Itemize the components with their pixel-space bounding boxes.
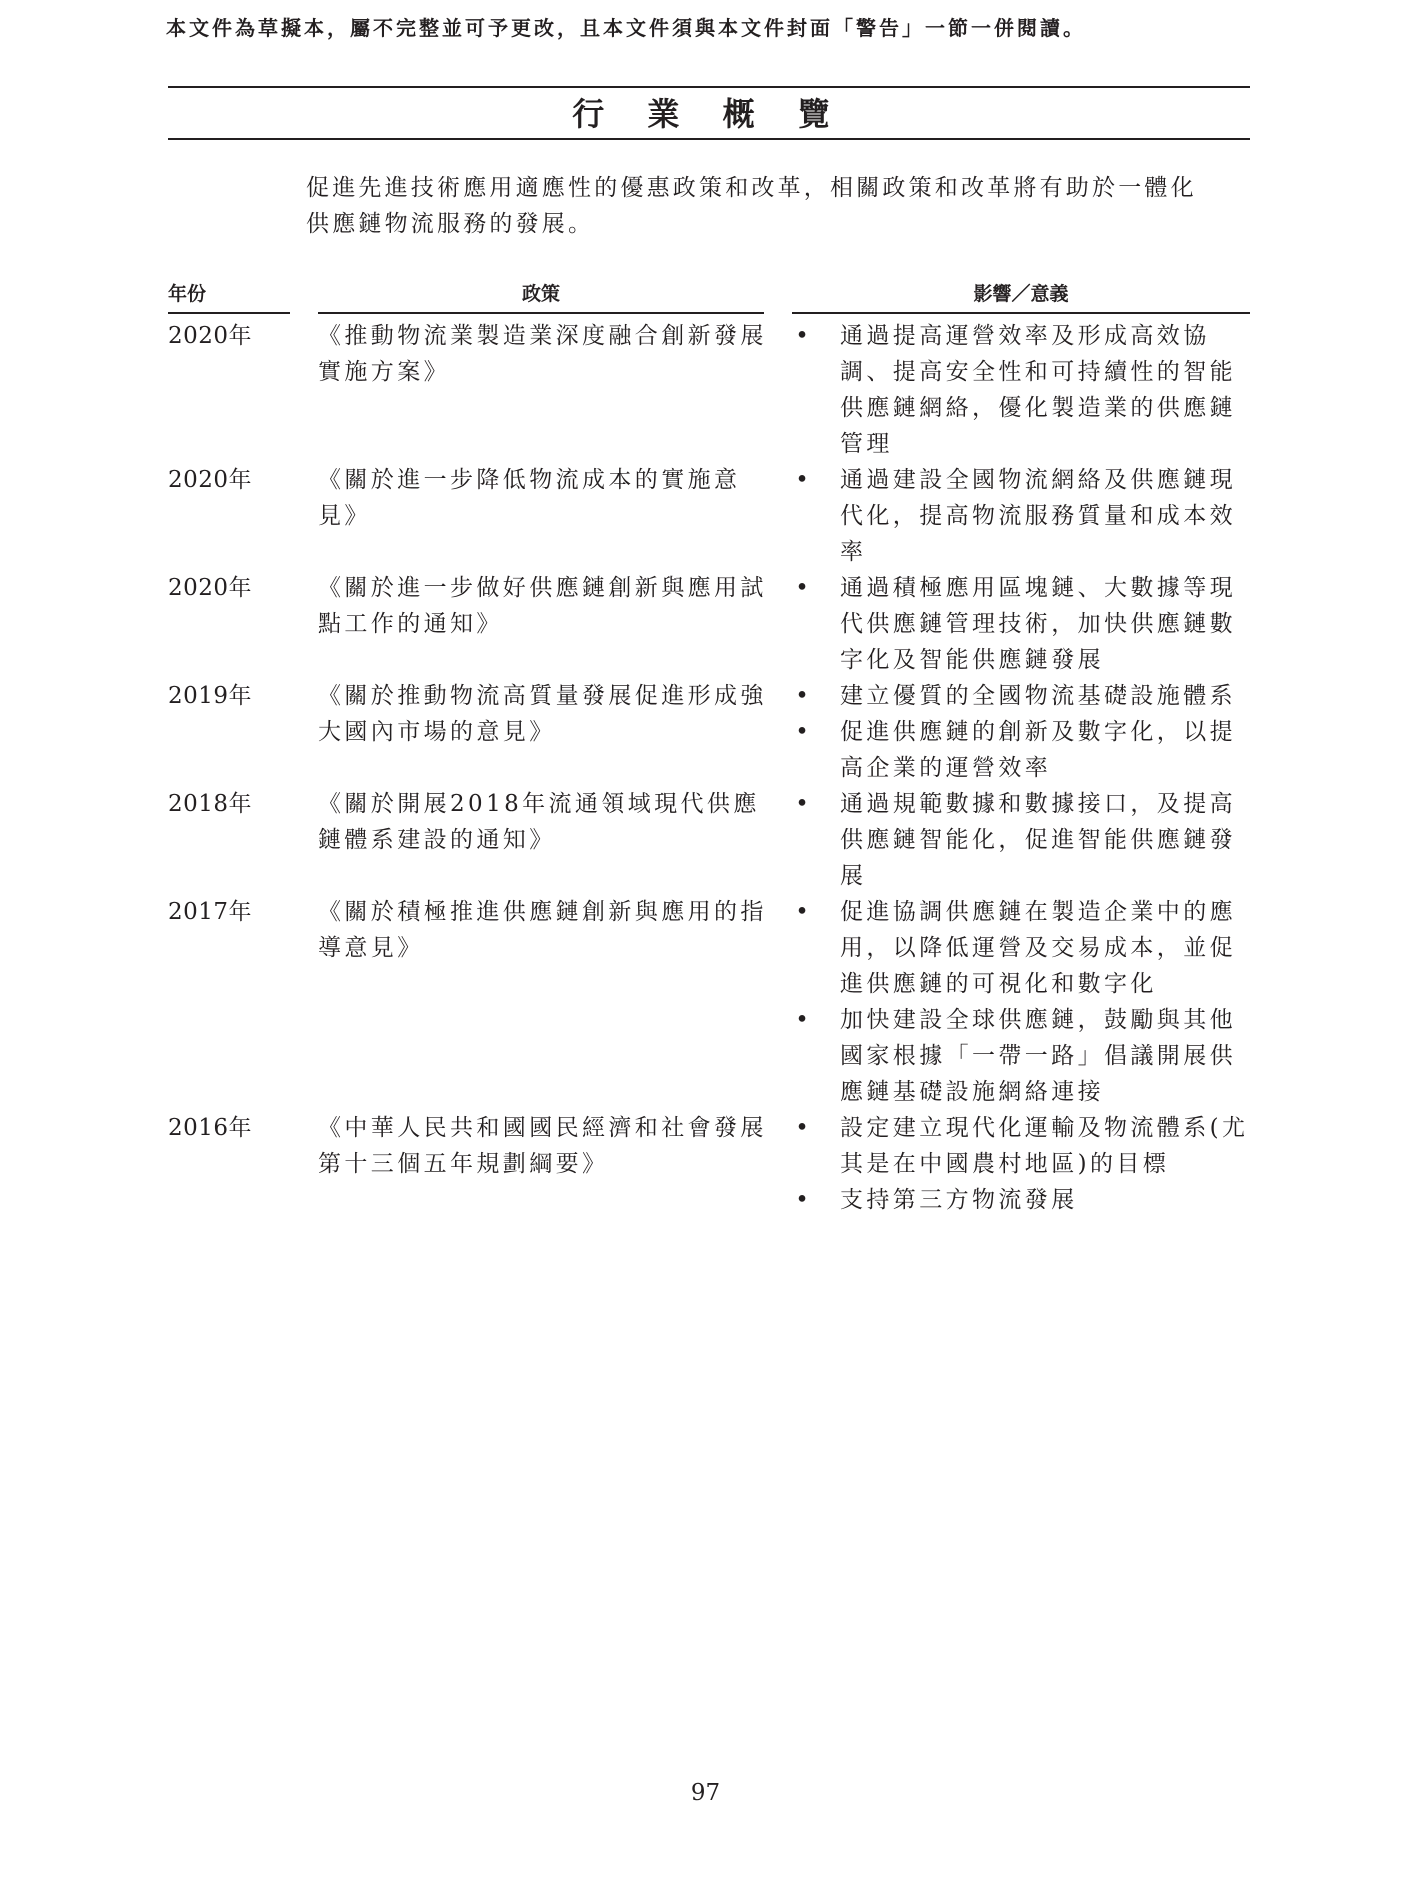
bullet-icon: • [795, 467, 809, 493]
impact-text: 通過建設全國物流網絡及供應鏈現代化，提高物流服務質量和成本效率 [840, 467, 1236, 565]
impact-item [616, 462, 1250, 570]
title-top-rule [168, 86, 1250, 88]
policy-cell: 《關於開展2018年流通領域現代供應鏈體系建設的通知》 [318, 791, 760, 853]
year-cell: 2018年 [168, 791, 253, 817]
bullet-icon: • [795, 1007, 809, 1033]
impact-item [616, 318, 1250, 462]
impact-item [616, 1110, 1250, 1182]
impact-text: 通過提高運營效率及形成高效協調、提高安全性和可持續性的智能供應鏈網絡，優化製造業的供應鏈管理 [840, 323, 1236, 457]
bullet-icon: • [795, 791, 809, 817]
policy-cell: 《中華人民共和國國民經濟和社會發展第十三個五年規劃綱要》 [318, 1115, 767, 1177]
impact-text: 支持第三方物流發展 [840, 1187, 1078, 1213]
bullet-icon: • [795, 1115, 809, 1141]
intro-line: 供應鏈物流服務的發展。 [306, 211, 595, 237]
bullet-icon: • [795, 1187, 809, 1213]
bullet-icon: • [795, 683, 809, 709]
policy-cell: 《關於積極推進供應鏈創新與應用的指導意見》 [318, 899, 767, 961]
impact-item [616, 1182, 1250, 1218]
policy-cell: 《推動物流業製造業深度融合創新發展實施方案》 [318, 323, 767, 385]
impact-item [616, 1002, 1250, 1110]
policy-cell: 《關於進一步降低物流成本的實施意見》 [318, 467, 741, 529]
impact-text: 通過規範數據和數據接口，及提高供應鏈智能化，促進智能供應鏈發展 [840, 791, 1236, 889]
impact-text: 設定建立現代化運輸及物流體系(尤其是在中國農村地區)的目標 [840, 1115, 1249, 1177]
bullet-icon: • [795, 719, 809, 745]
impact-item [616, 786, 1250, 894]
impact-text: 促進協調供應鏈在製造企業中的應用，以降低運營及交易成本，並促進供應鏈的可視化和數字化 [840, 899, 1236, 997]
impact-item [616, 894, 1250, 1002]
year-cell: 2020年 [168, 575, 253, 601]
section-title: 行 業 概 覽 [572, 95, 846, 133]
draft-disclaimer: 本文件為草擬本，屬不完整並可予更改，且本文件須與本文件封面「警告」一節一併閱讀。 [166, 16, 1086, 40]
year-cell: 2016年 [168, 1115, 253, 1141]
policy-cell: 《關於進一步做好供應鏈創新與應用試點工作的通知》 [318, 575, 767, 637]
bullet-icon: • [795, 899, 809, 925]
title-bottom-rule [168, 138, 1250, 140]
impact-text: 加快建設全球供應鏈，鼓勵與其他國家根據「一帶一路」倡議開展供應鏈基礎設施網絡連接 [840, 1007, 1236, 1105]
impact-item [616, 678, 1250, 714]
bullet-icon: • [795, 575, 809, 601]
year-cell: 2020年 [168, 323, 253, 349]
year-cell: 2019年 [168, 683, 253, 709]
policy-cell: 《關於推動物流高質量發展促進形成強大國內市場的意見》 [318, 683, 767, 745]
impact-item [616, 714, 1250, 786]
year-cell: 2017年 [168, 899, 253, 925]
impact-text: 通過積極應用區塊鏈、大數據等現代供應鏈管理技術，加快供應鏈數字化及智能供應鏈發展 [840, 575, 1236, 673]
impact-text: 促進供應鏈的創新及數字化，以提高企業的運營效率 [840, 719, 1236, 781]
impact-text: 建立優質的全國物流基礎設施體系 [840, 683, 1236, 709]
column-header-year: 年份 [168, 280, 290, 314]
column-header-impact: 影響／意義 [792, 280, 1250, 314]
year-cell: 2020年 [168, 467, 253, 493]
intro-line: 促進先進技術應用適應性的優惠政策和改革，相關政策和改革將有助於一體化 [306, 175, 1197, 201]
bullet-icon: • [795, 323, 809, 349]
column-header-policy: 政策 [318, 280, 764, 314]
page-number: 97 [690, 1780, 721, 1806]
impact-item [616, 570, 1250, 678]
intro-paragraph [306, 170, 1250, 242]
